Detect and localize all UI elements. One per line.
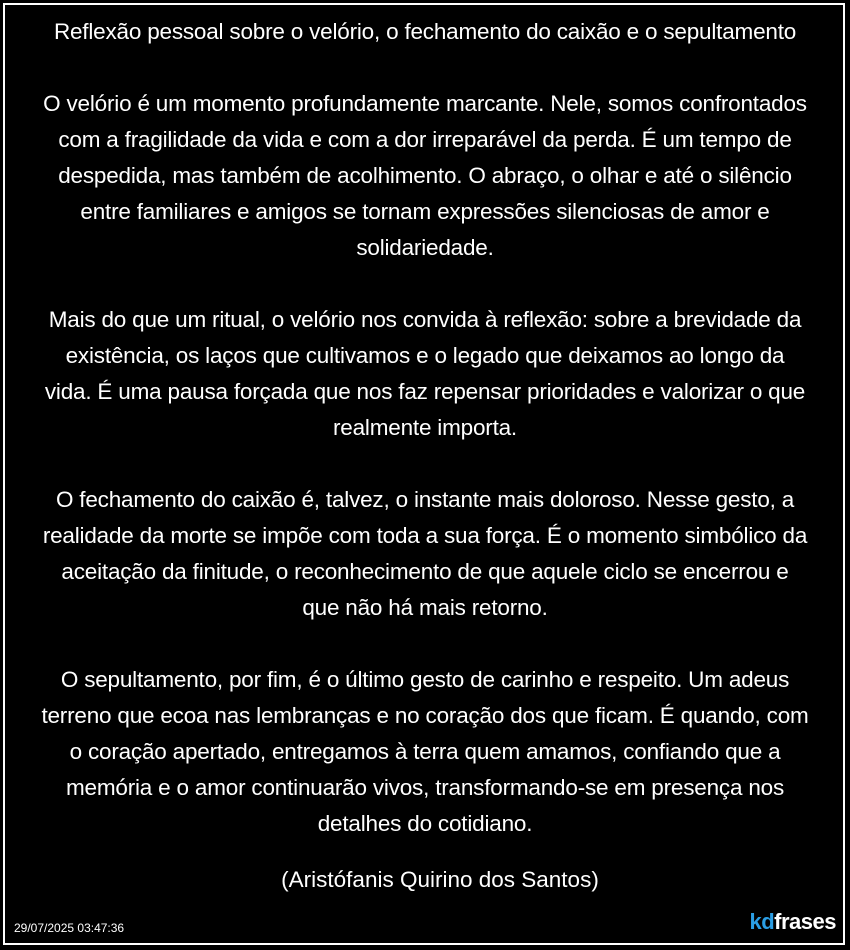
quote-paragraph-3: O fechamento do caixão é, talvez, o instante mais doloroso. Nesse gesto, a realidade da morte se impõe com toda a sua força. É o momento simbólico da aceitação da finitude, o reconhecimento de que aquele ciclo se encerrou e que não há mais retorno. (42, 487, 808, 620)
quote-title: Reflexão pessoal sobre o velório, o fechamento do caixão e o sepultamento (53, 19, 797, 44)
quote-text (40, 14, 810, 842)
quote-author: (Aristófanis Quirino dos Santos) (281, 867, 599, 892)
kdfrases-logo[interactable] (749, 909, 836, 935)
quote-paragraph-2: Mais do que um ritual, o velório nos convida à reflexão: sobre a brevidade da existência, os laços que cultivamos e o legado que deixamos ao longo da vida. É uma pausa forçada que nos faz repensar prioridades e valorizar o que realmente importa. (44, 307, 806, 440)
logo-frases: frases (774, 909, 836, 934)
timestamp: 29/07/2025 03:47:36 (14, 921, 125, 935)
quote-paragraph-1: O velório é um momento profundamente marcante. Nele, somos confrontados com a fragilidade da vida e com a dor irreparável da perda. É um tempo de despedida, mas também de acolhimento. O abraço, o olhar e até o silêncio entre familiares e amigos se tornam expressões silenciosas de amor e solidariedade. (43, 91, 807, 260)
quote-paragraph-4: O sepultamento, por fim, é o último gesto de carinho e respeito. Um adeus terreno que ecoa nas lembranças e no coração dos que ficam. É quando, com o coração apertado, entregamos à terra quem amamos, confiando que a memória e o amor continuarão vivos, transformando-se em presença nos detalhes do cotidiano. (41, 667, 809, 836)
logo-kd: kd (749, 909, 775, 934)
